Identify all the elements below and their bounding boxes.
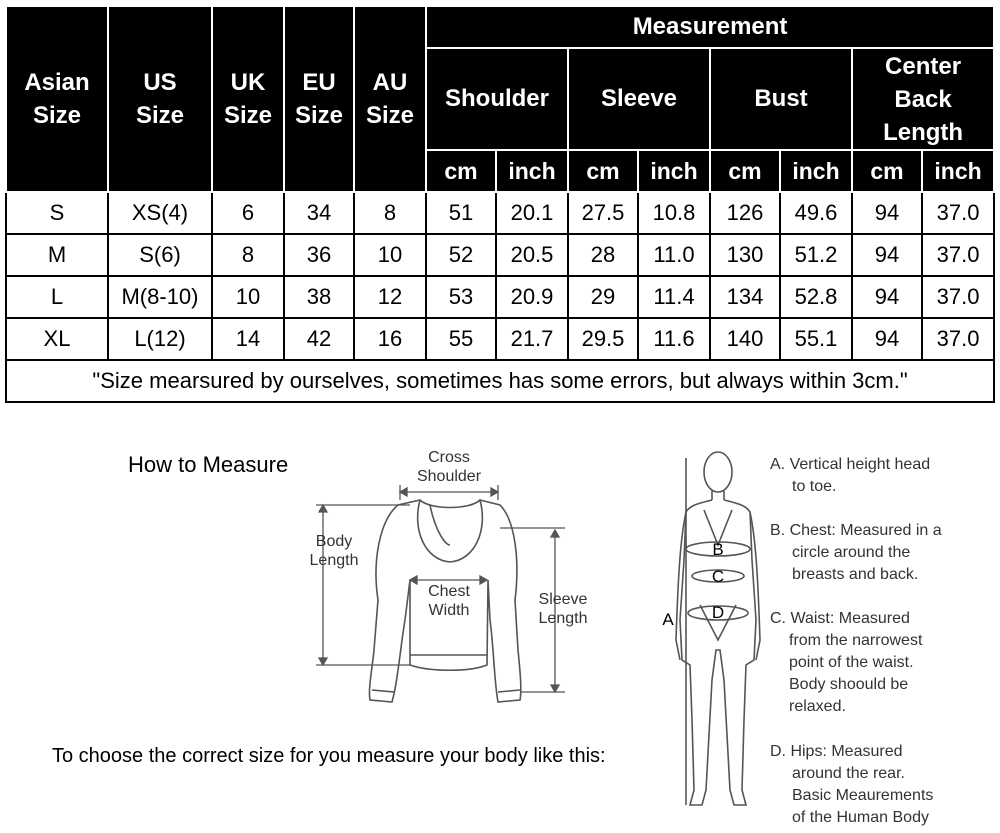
- table-cell: 34: [284, 192, 354, 234]
- table-cell: 55: [426, 318, 496, 360]
- table-cell: 20.5: [496, 234, 568, 276]
- table-cell: S(6): [108, 234, 212, 276]
- table-cell: 51: [426, 192, 496, 234]
- table-cell: L(12): [108, 318, 212, 360]
- unit-header: cm: [568, 150, 638, 192]
- table-cell: 140: [710, 318, 780, 360]
- table-cell: 29.5: [568, 318, 638, 360]
- table-cell: 8: [212, 234, 284, 276]
- table-cell: 94: [852, 318, 922, 360]
- choose-size-instruction: To choose the correct size for you measure your body like this:: [52, 745, 606, 767]
- table-cell: 53: [426, 276, 496, 318]
- unit-header: cm: [710, 150, 780, 192]
- table-cell: 37.0: [922, 276, 994, 318]
- legend-b: B. Chest: Measured in a circle around the breasts and back.: [770, 522, 942, 583]
- table-cell: 38: [284, 276, 354, 318]
- table-cell: 21.7: [496, 318, 568, 360]
- table-cell: 130: [710, 234, 780, 276]
- unit-header: inch: [922, 150, 994, 192]
- table-cell: 51.2: [780, 234, 852, 276]
- bust-header: Bust: [710, 48, 852, 150]
- table-cell: 28: [568, 234, 638, 276]
- table-cell: S: [6, 192, 108, 234]
- sleeve-length-label: Sleeve Length: [538, 591, 588, 627]
- table-cell: 10.8: [638, 192, 710, 234]
- table-cell: 11.4: [638, 276, 710, 318]
- table-cell: 10: [354, 234, 426, 276]
- table-cell: 8: [354, 192, 426, 234]
- table-cell: 10: [212, 276, 284, 318]
- table-cell: 42: [284, 318, 354, 360]
- shoulder-header: Shoulder: [426, 48, 568, 150]
- sleeve-header: Sleeve: [568, 48, 710, 150]
- table-cell: 16: [354, 318, 426, 360]
- unit-header: inch: [780, 150, 852, 192]
- table-cell: 94: [852, 276, 922, 318]
- cross-shoulder-label: Cross Shoulder: [416, 449, 482, 485]
- table-cell: 11.0: [638, 234, 710, 276]
- body-letter-c: C: [711, 567, 725, 586]
- table-cell: 20.1: [496, 192, 568, 234]
- how-to-measure-title: How to Measure: [128, 452, 289, 477]
- table-cell: 11.6: [638, 318, 710, 360]
- unit-header: cm: [852, 150, 922, 192]
- legend-c: C. Waist: Measured from the narrowest point of the waist. Body shoould be relaxed.: [770, 610, 923, 715]
- us-size-header: US Size: [108, 6, 212, 192]
- unit-header: inch: [496, 150, 568, 192]
- table-cell: 126: [710, 192, 780, 234]
- eu-size-header: EU Size: [284, 6, 354, 192]
- table-cell: 52.8: [780, 276, 852, 318]
- table-cell: 94: [852, 234, 922, 276]
- legend-d: D. Hips: Measured around the rear. Basic Meaurements of the Human Body: [770, 743, 934, 826]
- chest-width-label: Chest Width: [428, 583, 470, 619]
- table-cell: 36: [284, 234, 354, 276]
- table-cell: M(8-10): [108, 276, 212, 318]
- body-letter-d: D: [711, 603, 725, 622]
- table-cell: 49.6: [780, 192, 852, 234]
- center-back-length-header: Center Back Length: [852, 48, 994, 150]
- body-length-label: Body Length: [309, 533, 359, 569]
- table-cell: L: [6, 276, 108, 318]
- table-cell: 37.0: [922, 192, 994, 234]
- table-cell: 37.0: [922, 234, 994, 276]
- table-cell: 6: [212, 192, 284, 234]
- unit-header: cm: [426, 150, 496, 192]
- asian-size-header: Asian Size: [6, 6, 108, 192]
- measurement-note: "Size mearsured by ourselves, sometimes has some errors, but always within 3cm.": [6, 360, 994, 402]
- table-cell: XS(4): [108, 192, 212, 234]
- table-cell: 29: [568, 276, 638, 318]
- table-cell: 12: [354, 276, 426, 318]
- table-cell: 37.0: [922, 318, 994, 360]
- table-cell: 14: [212, 318, 284, 360]
- table-cell: XL: [6, 318, 108, 360]
- uk-size-header: UK Size: [212, 6, 284, 192]
- au-size-header: AU Size: [354, 6, 426, 192]
- unit-header: inch: [638, 150, 710, 192]
- table-cell: M: [6, 234, 108, 276]
- table-cell: 20.9: [496, 276, 568, 318]
- body-letter-b: B: [712, 540, 724, 559]
- table-cell: 52: [426, 234, 496, 276]
- table-cell: 55.1: [780, 318, 852, 360]
- table-cell: 27.5: [568, 192, 638, 234]
- table-cell: 134: [710, 276, 780, 318]
- table-cell: 94: [852, 192, 922, 234]
- body-letter-a: A: [662, 610, 674, 629]
- legend-a: A. Vertical height head to toe.: [770, 456, 931, 495]
- measurement-header: Measurement: [426, 6, 994, 48]
